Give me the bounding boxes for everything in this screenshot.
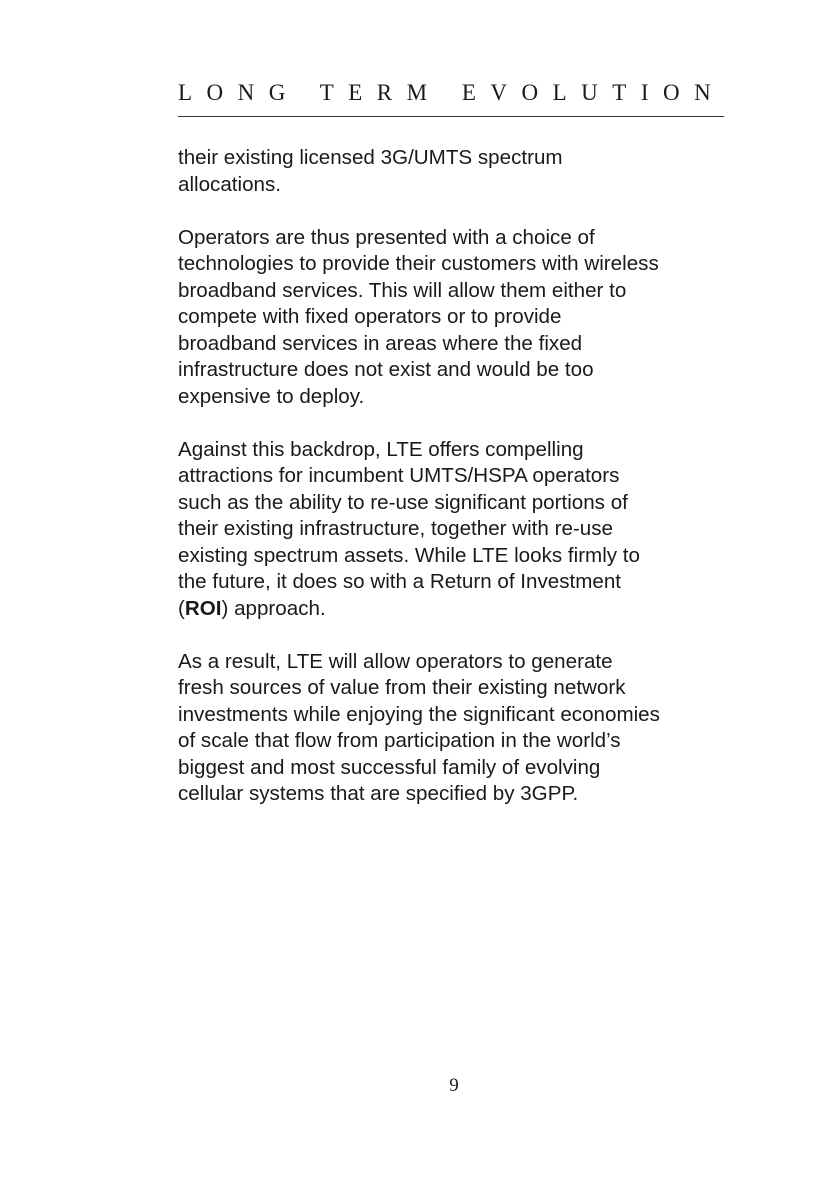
roi-suffix: ) approach. [221,596,326,620]
text-line: Operators are thus presented with a choice of [178,225,595,249]
text-line: attractions for incumbent UMTS/HSPA operators [178,464,620,487]
text-line-roi [178,596,728,623]
paragraph-4 [178,649,728,808]
text-line: investments while enjoying the significant economies [178,702,660,726]
text-line: existing spectrum assets. While LTE looks firmly to [178,543,640,567]
text-line: their existing licensed 3G/UMTS spectrum [178,146,563,169]
text-line: the future, it does so with a Return of Investment [178,570,621,593]
running-header-title: LONG TERM EVOLUTION [178,80,726,105]
roi-prefix: ( [178,596,185,620]
roi-abbreviation: ROI [184,596,222,620]
text-line: compete with fixed operators or to provide [178,305,562,328]
paragraph-1 [178,145,728,198]
text-line: technologies to provide their customers with wireless [178,252,659,275]
text-line: their existing infrastructure, together with re-use [178,517,613,540]
text-line: As a result, LTE will allow operators to generate [178,649,613,673]
text-line: such as the ability to re-use significant portions of [178,490,628,514]
text-line: broadband services. This will allow them either to [178,278,627,302]
text-line: biggest and most successful family of evolving [178,755,601,779]
text-line: fresh sources of value from their existing network [178,676,626,699]
text-line: expensive to deploy. [178,384,365,408]
text-line: Against this backdrop, LTE offers compelling [178,437,584,461]
text-line: infrastructure does not exist and would be too [178,358,594,381]
text-line: of scale that flow from participation in the world’s [178,729,621,752]
text-line: cellular systems that are specified by 3GPP. [178,782,579,805]
header-rule-divider [178,116,724,117]
paragraph-2 [178,225,728,411]
page-number: 9 [449,1075,459,1096]
body-text [178,145,728,834]
paragraph-3 [178,437,728,623]
text-line: allocations. [178,172,282,196]
text-line: broadband services in areas where the fixed [178,331,583,355]
